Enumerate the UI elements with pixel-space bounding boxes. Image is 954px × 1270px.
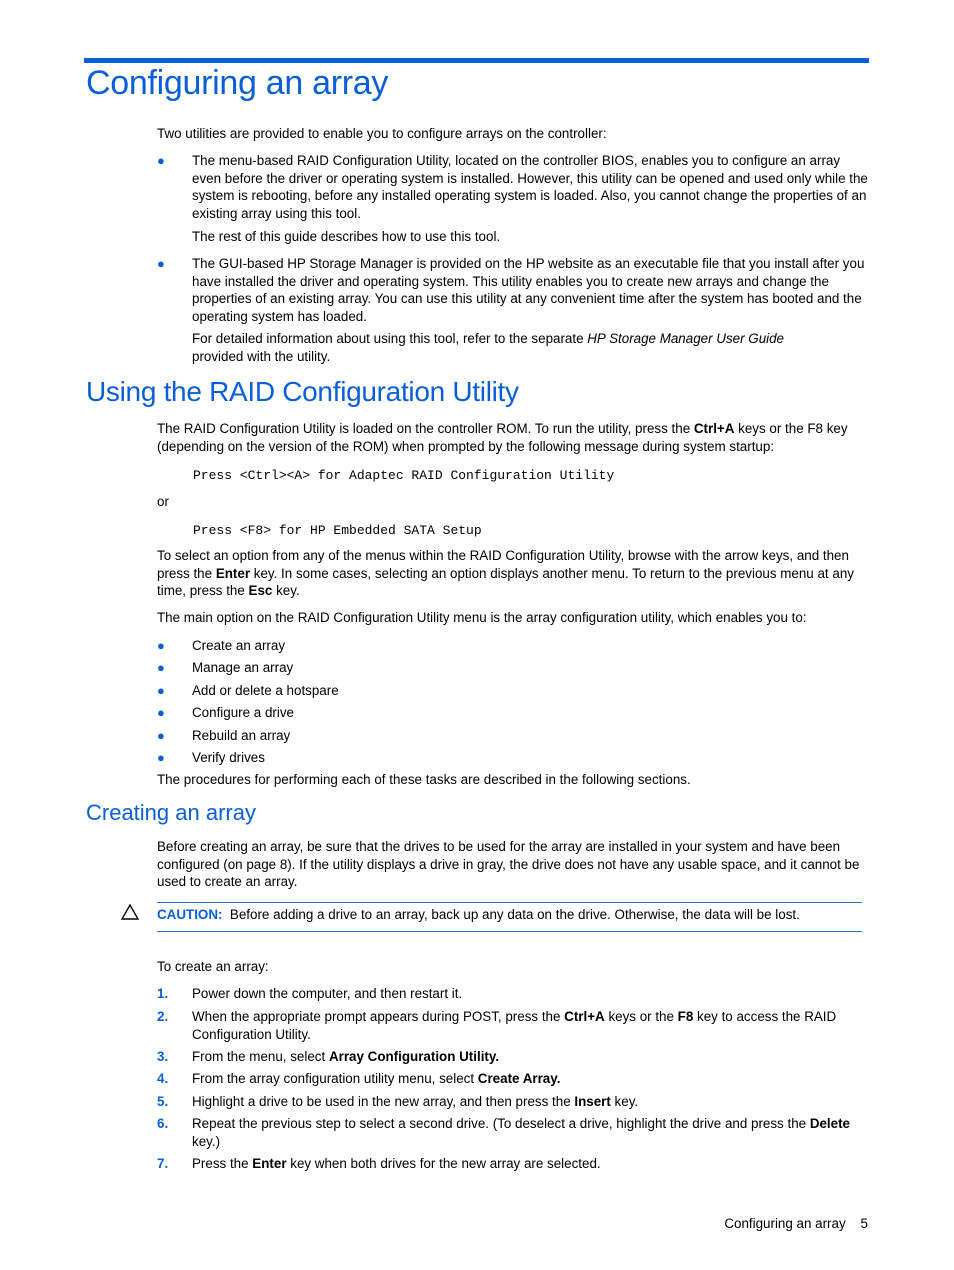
step-number: 3. [157,1049,169,1064]
step-text: When the appropriate prompt appears during POST, press the Ctrl+A keys or the F8 key to access the RAID Configuration Utility. [192,1009,837,1042]
page-number: 5 [860,1216,868,1231]
utility-1-text: The menu-based RAID Configuration Utility, located on the controller BIOS, enables you to configure an array even before the driver or operating system is installed. However, this utility can be opened and used only while the system is rebooting, before any installed operating system is loaded. Also, you cannot change the properties of an existing array using this tool. [192,153,868,221]
caution-label: CAUTION: [157,907,223,922]
guide-title: HP Storage Manager User Guide [587,331,785,346]
title-rule [84,58,869,63]
step-text: From the array configuration utility menu, select Create Array. [192,1071,561,1086]
bullet-icon: ● [157,660,165,675]
bullet-icon: ● [157,705,165,720]
steps-lead: To create an array: [157,959,269,974]
task-list-item: Create an array [192,638,286,653]
step-number: 4. [157,1071,169,1086]
page-title: Configuring an array [86,64,389,102]
caution-icon [121,904,139,920]
bullet-icon: ● [157,683,165,698]
step-text: Highlight a drive to be used in the new array, and then press the Insert key. [192,1094,639,1109]
step-number: 5. [157,1094,169,1109]
code-prompt-ctrl-a: Press <Ctrl><A> for Adaptec RAID Configuration Utility [193,468,615,483]
step-number: 1. [157,986,169,1001]
task-list-item: Configure a drive [192,705,294,720]
task-list-item: Rebuild an array [192,728,291,743]
or-text: or [157,494,169,509]
code-prompt-f8: Press <F8> for HP Embedded SATA Setup [193,523,482,538]
raid-utility-paragraph-3: The main option on the RAID Configuration Utility menu is the array configuration utility, which enables you to: [157,610,807,625]
raid-utility-paragraph-2: To select an option from any of the menus within the RAID Configuration Utility, browse with the arrow keys, and then press the Enter key. In some cases, selecting an option displays another menu. To return to the previous menu at any time, press the Esc key. [157,548,854,599]
utility-2-text: The GUI-based HP Storage Manager is provided on the HP website as an executable file that you install after you have installed the driver and operating system. This utility enables you to create new arrays and change the properties of an existing array. You can use this utility at any convenient time after the system has booted and the operating system has loaded. [192,256,865,324]
section-heading-raid-utility: Using the RAID Configuration Utility [86,376,519,407]
step-text: Press the Enter key when both drives for the new array are selected. [192,1156,601,1171]
task-list-item: Add or delete a hotspare [192,683,339,698]
step-text: From the menu, select Array Configuration Utility. [192,1049,500,1064]
step-number: 2. [157,1009,169,1024]
caution-note [157,906,800,924]
intro-paragraph: Two utilities are provided to enable you to configure arrays on the controller: [157,126,607,141]
step-number: 6. [157,1116,169,1131]
footer-label: Configuring an array [724,1216,846,1231]
raid-utility-paragraph-4: The procedures for performing each of these tasks are described in the following sections. [157,772,691,787]
creating-array-paragraph: Before creating an array, be sure that the drives to be used for the array are installed in your system and have been configured (on page 8). If the utility displays a drive in gray, the drive does not have any usable space, and it cannot be used to create an array. [157,839,860,890]
utility-1-note: The rest of this guide describes how to use this tool. [192,229,501,244]
page-footer [700,1216,868,1231]
section-heading-creating-array: Creating an array [86,800,256,825]
task-list-item: Manage an array [192,660,294,675]
step-text: Power down the computer, and then restart it. [192,986,463,1001]
bullet-icon: ● [157,256,165,271]
bullet-icon: ● [157,638,165,653]
bullet-icon: ● [157,750,165,765]
bullet-icon: ● [157,153,165,168]
bullet-icon: ● [157,728,165,743]
raid-utility-paragraph-1: The RAID Configuration Utility is loaded on the controller ROM. To run the utility, press the Ctrl+A keys or the F8 key (depending on the version of the ROM) when prompted by the following message during system startup: [157,421,848,454]
step-number: 7. [157,1156,169,1171]
utility-2-note: For detailed information about using this tool, refer to the separate HP Storage Manager User Guide provided with the utility. [192,331,785,364]
step-text: Repeat the previous step to select a second drive. (To deselect a drive, highlight the drive and press the Delete key.) [192,1116,851,1149]
task-list-item: Verify drives [192,750,265,765]
caution-message: Before adding a drive to an array, back up any data on the drive. Otherwise, the data will be lost. [229,907,800,922]
